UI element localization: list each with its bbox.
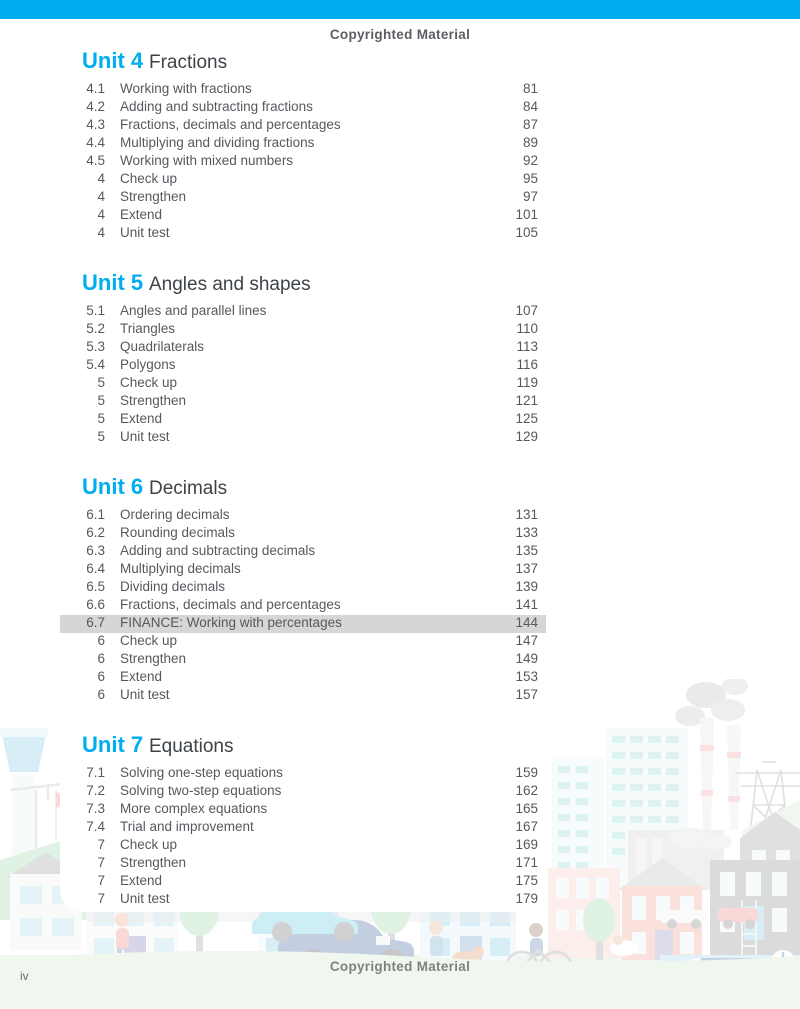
toc-row-label: Unit test: [120, 687, 170, 702]
unit-heading: [60, 270, 546, 296]
toc-row[interactable]: [60, 561, 546, 579]
toc-row[interactable]: [60, 783, 546, 801]
toc-row-number: 4: [97, 171, 105, 186]
toc-row-number: 7.3: [86, 801, 105, 816]
toc-row-number: 7: [97, 891, 105, 906]
toc-row[interactable]: [60, 393, 546, 411]
toc-row-number: 7.1: [86, 765, 105, 780]
toc-row-page-number: 110: [516, 321, 538, 336]
toc-row[interactable]: [60, 153, 546, 171]
unit-heading: [60, 474, 546, 500]
toc-row-number: 5.2: [86, 321, 105, 336]
toc-row-page-number: 153: [515, 669, 538, 684]
toc-row-page-number: 147: [515, 633, 538, 648]
tower-block-teal: [606, 728, 688, 888]
toc-row-number: 5: [97, 429, 105, 444]
toc-row[interactable]: [60, 321, 546, 339]
unit-heading-title: Angles and shapes: [148, 274, 311, 295]
house-grey-right: [740, 812, 800, 900]
vehicle-far-red: [718, 908, 758, 929]
toc-row-number: 4.3: [86, 117, 105, 132]
toc-row[interactable]: [60, 375, 546, 393]
toc-row-number: 7: [97, 873, 105, 888]
toc-row-page-number: 137: [515, 561, 538, 576]
toc-row[interactable]: [60, 225, 546, 243]
toc-row-label: Solving two-step equations: [120, 783, 282, 798]
unit-heading-title: Decimals: [148, 478, 228, 499]
toc-row[interactable]: [60, 411, 546, 429]
toc-row-label: Unit test: [120, 225, 170, 240]
toc-row[interactable]: [60, 855, 546, 873]
toc-row-page-number: 129: [515, 429, 538, 444]
toc-row[interactable]: [60, 189, 546, 207]
page-number-folio: iv: [20, 969, 29, 983]
toc-row[interactable]: [60, 99, 546, 117]
toc-row-label: Unit test: [120, 891, 170, 906]
person-bench: [610, 935, 638, 956]
toc-row[interactable]: [60, 669, 546, 687]
toc-row-number: 6.7: [86, 615, 105, 630]
toc-row-page-number: 81: [522, 81, 538, 96]
toc-row[interactable]: [60, 429, 546, 447]
tower-block-teal-short: [552, 757, 604, 888]
toc-row[interactable]: [60, 357, 546, 375]
toc-row-page-number: 165: [515, 801, 538, 816]
toc-row-number: 4: [97, 189, 105, 204]
control-tower: [0, 728, 48, 863]
toc-row[interactable]: [60, 873, 546, 891]
toc-row-page-number: 116: [516, 357, 538, 372]
toc-row-page-number: 159: [515, 765, 538, 780]
running-header: Copyrighted Material: [329, 27, 471, 42]
toc-row-label: Fractions, decimals and percentages: [120, 117, 341, 132]
toc-row-page-number: 157: [515, 687, 538, 702]
person-cyclist: [506, 923, 572, 984]
toc-row-page-number: 131: [515, 507, 538, 522]
unit-heading: [60, 48, 546, 74]
unit-heading-label: Unit 5: [82, 270, 144, 295]
toc-row-label: Strengthen: [120, 855, 187, 870]
toc-row-label: Dividing decimals: [120, 579, 226, 594]
toc-row-page-number: 171: [515, 855, 538, 870]
unit-spacer: [60, 705, 546, 732]
unit-heading: [60, 732, 546, 758]
toc-row-number: 4.2: [86, 99, 105, 114]
toc-row-number: 7.2: [86, 783, 105, 798]
toc-row-page-number: 179: [515, 891, 538, 906]
ladder: [742, 900, 756, 960]
running-footer: Copyrighted Material: [329, 959, 471, 974]
toc-row-page-number: 89: [522, 135, 538, 150]
toc-row-number: 5: [97, 411, 105, 426]
toc-row-label: Adding and subtracting decimals: [120, 543, 316, 558]
toc-row-label: Solving one-step equations: [120, 765, 283, 780]
toc-row-label: Strengthen: [120, 651, 187, 666]
toc-row[interactable]: [60, 633, 546, 651]
toc-row-label: Multiplying decimals: [120, 561, 241, 576]
unit-block: [60, 732, 546, 909]
toc-row-label: Extend: [120, 411, 163, 426]
smoke-cloud-group: [675, 677, 748, 726]
toc-row-page-number: 95: [522, 171, 538, 186]
toc-row-page-number: 119: [516, 375, 538, 390]
toc-row-label: Extend: [120, 207, 163, 222]
table-of-contents: [60, 19, 546, 909]
toc-row-page-number: 87: [522, 117, 538, 132]
toc-row-label: Check up: [120, 171, 178, 186]
toc-row-highlighted[interactable]: [60, 615, 546, 633]
toc-row[interactable]: [60, 135, 546, 153]
toc-row-label: Working with fractions: [120, 81, 252, 96]
toc-row-label: FINANCE: Working with percentages: [120, 615, 342, 630]
unit-heading-title: Equations: [148, 736, 234, 757]
toc-row-number: 4.4: [86, 135, 105, 150]
toc-row-number: 6.1: [86, 507, 105, 522]
toc-row-label: Extend: [120, 669, 163, 684]
toc-row-page-number: 141: [515, 597, 538, 612]
toc-row[interactable]: [60, 117, 546, 135]
toc-row-label: Check up: [120, 633, 178, 648]
toc-row-number: 7.4: [86, 819, 105, 834]
unit-block: [60, 48, 546, 243]
toc-row[interactable]: [60, 651, 546, 669]
toc-row[interactable]: [60, 579, 546, 597]
toc-row-number: 5.4: [86, 357, 105, 372]
toc-row-page-number: 175: [515, 873, 538, 888]
unit-heading-title: Fractions: [148, 52, 228, 73]
toc-row-page-number: 149: [515, 651, 538, 666]
toc-row-page-number: 121: [515, 393, 538, 408]
toc-row[interactable]: [60, 543, 546, 561]
toc-row[interactable]: [60, 81, 546, 99]
toc-row[interactable]: [60, 597, 546, 615]
unit-block: [60, 270, 546, 447]
vehicle-far-white: [660, 910, 706, 929]
toc-row[interactable]: [60, 891, 546, 909]
toc-row-label: Fractions, decimals and percentages: [120, 597, 341, 612]
toc-row-page-number: 135: [515, 543, 538, 558]
toc-row[interactable]: [60, 765, 546, 783]
toc-row-label: Rounding decimals: [120, 525, 235, 540]
toc-row-number: 6: [97, 651, 105, 666]
toc-row-label: Multiplying and dividing fractions: [120, 135, 315, 150]
toc-row-number: 4.1: [86, 81, 105, 96]
toc-row[interactable]: [60, 687, 546, 705]
unit-block: [60, 474, 546, 705]
toc-row-page-number: 169: [515, 837, 538, 852]
unit-heading-label: Unit 4: [82, 48, 144, 73]
toc-row-number: 6: [97, 687, 105, 702]
toc-row-label: More complex equations: [120, 801, 268, 816]
toc-row-number: 5.3: [86, 339, 105, 354]
house-salmon-gabled: [618, 858, 706, 960]
unit-heading-label: Unit 7: [82, 732, 144, 757]
toc-row-number: 6.6: [86, 597, 105, 612]
toc-row-label: Quadrilaterals: [120, 339, 205, 354]
toc-row[interactable]: [60, 801, 546, 819]
toc-row-label: Check up: [120, 837, 178, 852]
toc-row[interactable]: [60, 507, 546, 525]
toc-row-label: Adding and subtracting fractions: [120, 99, 313, 114]
toc-row-number: 6.2: [86, 525, 105, 540]
toc-row-page-number: 107: [515, 303, 538, 318]
building-dark-brick: [710, 860, 800, 960]
toc-row-label: Strengthen: [120, 393, 187, 408]
toc-row-number: 7: [97, 855, 105, 870]
toc-row-number: 6.3: [86, 543, 105, 558]
toc-row[interactable]: [60, 303, 546, 321]
crane: [10, 784, 62, 860]
toc-row-number: 4: [97, 225, 105, 240]
toc-row-label: Angles and parallel lines: [120, 303, 267, 318]
toc-row[interactable]: [60, 207, 546, 225]
unit-spacer: [60, 243, 546, 270]
industrial-shed: [628, 828, 732, 890]
toc-row-number: 5: [97, 393, 105, 408]
unit-spacer: [60, 447, 546, 474]
toc-row-label: Polygons: [120, 357, 176, 372]
toc-row-page-number: 139: [515, 579, 538, 594]
toc-row[interactable]: [60, 819, 546, 837]
person-runner: [115, 913, 129, 964]
toc-row-number: 5.1: [86, 303, 105, 318]
toc-row[interactable]: [60, 525, 546, 543]
electricity-pylon: [735, 762, 800, 880]
toc-row-label: Check up: [120, 375, 178, 390]
toc-row-number: 7: [97, 837, 105, 852]
toc-row-number: 5: [97, 375, 105, 390]
toc-row-page-number: 97: [522, 189, 538, 204]
toc-row-label: Strengthen: [120, 189, 187, 204]
toc-row[interactable]: [60, 171, 546, 189]
toc-row-number: 4: [97, 207, 105, 222]
toc-row-label: Unit test: [120, 429, 170, 444]
toc-row-page-number: 113: [516, 339, 538, 354]
toc-row-number: 4.5: [86, 153, 105, 168]
toc-row-page-number: 133: [515, 525, 538, 540]
top-accent-bar: [0, 0, 800, 19]
toc-row-number: 6.4: [86, 561, 105, 576]
toc-row-page-number: 167: [515, 819, 538, 834]
toc-row-page-number: 84: [522, 99, 538, 114]
toc-row-label: Trial and improvement: [120, 819, 254, 834]
toc-row-label: Triangles: [120, 321, 176, 336]
toc-row-page-number: 162: [515, 783, 538, 798]
toc-row-label: Ordering decimals: [120, 507, 230, 522]
toc-row[interactable]: [60, 339, 546, 357]
toc-row-number: 6: [97, 669, 105, 684]
chimney-right: [727, 725, 741, 830]
toc-row-number: 6: [97, 633, 105, 648]
toc-row-number: 6.5: [86, 579, 105, 594]
toc-row-label: Extend: [120, 873, 163, 888]
unit-heading-label: Unit 6: [82, 474, 144, 499]
terrace-pink: [548, 868, 620, 958]
chimney-left: [700, 718, 714, 830]
toc-row-page-number: 101: [515, 207, 538, 222]
toc-row-page-number: 125: [515, 411, 538, 426]
toc-row-page-number: 144: [515, 615, 538, 630]
toc-row-label: Working with mixed numbers: [120, 153, 294, 168]
toc-row-page-number: 105: [515, 225, 538, 240]
toc-row-page-number: 92: [522, 153, 538, 168]
toc-row[interactable]: [60, 837, 546, 855]
